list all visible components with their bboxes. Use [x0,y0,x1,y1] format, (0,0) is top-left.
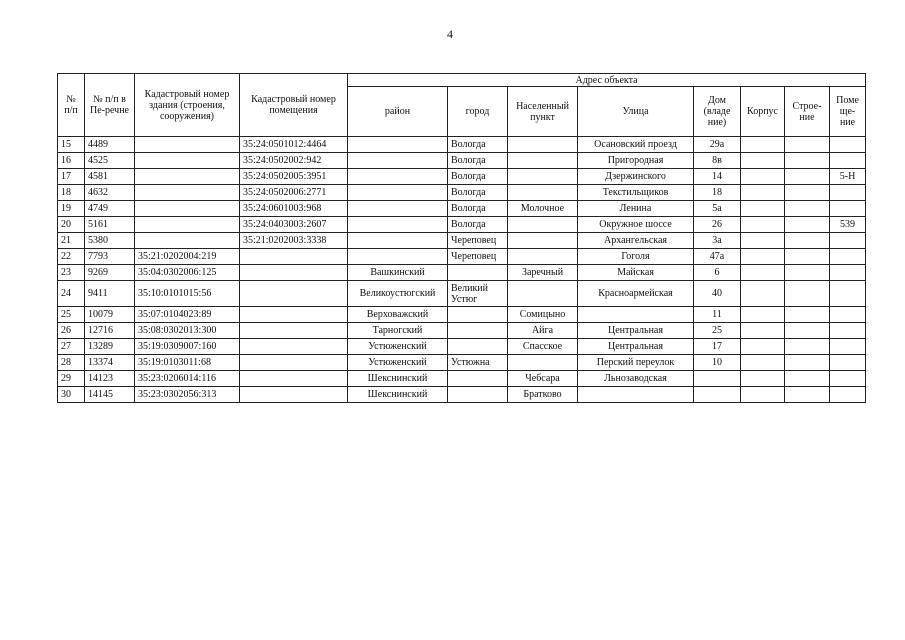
stroenie-cell [785,323,830,339]
street-cell [578,307,694,323]
list-number-cell: 13289 [85,339,135,355]
pomeshchenie-cell [830,355,866,371]
rayon-cell: Шекснинский [348,387,448,403]
rayon-cell: Тарногский [348,323,448,339]
row-number-cell: 20 [58,217,85,233]
row-number-cell: 25 [58,307,85,323]
house-cell [694,371,741,387]
korpus-cell [741,371,785,387]
city-cell [448,307,508,323]
settlement-cell: Сомицыно [508,307,578,323]
house-cell: 11 [694,307,741,323]
table-row [58,371,866,387]
rayon-cell [348,201,448,217]
rayon-cell: Устюженский [348,339,448,355]
header-street: Улица [578,87,694,137]
stroenie-cell [785,355,830,371]
table-row [58,249,866,265]
list-number-cell: 4749 [85,201,135,217]
settlement-cell [508,137,578,153]
pomeshchenie-cell [830,233,866,249]
table-row [58,217,866,233]
city-cell: Вологда [448,137,508,153]
rayon-cell [348,169,448,185]
stroenie-cell [785,339,830,355]
cadastral-room-cell [240,387,348,403]
stroenie-cell [785,169,830,185]
cadastral-room-cell [240,355,348,371]
cadastral-building-cell [135,185,240,201]
header-settlement: Населенный пункт [508,87,578,137]
header-house: Дом (владе ние) [694,87,741,137]
rayon-cell: Верховажский [348,307,448,323]
street-cell: Окружное шоссе [578,217,694,233]
settlement-cell: Молочное [508,201,578,217]
settlement-cell: Айга [508,323,578,339]
cadastral-building-cell [135,201,240,217]
street-cell: Майская [578,265,694,281]
street-cell: Архангельская [578,233,694,249]
korpus-cell [741,137,785,153]
row-number-cell: 21 [58,233,85,249]
house-cell: 29а [694,137,741,153]
cadastral-building-cell [135,169,240,185]
korpus-cell [741,355,785,371]
table-body [58,137,866,403]
house-cell: 14 [694,169,741,185]
city-cell [448,387,508,403]
korpus-cell [741,185,785,201]
city-cell: Вологда [448,201,508,217]
korpus-cell [741,323,785,339]
korpus-cell [741,249,785,265]
stroenie-cell [785,387,830,403]
korpus-cell [741,307,785,323]
stroenie-cell [785,249,830,265]
table-row [58,137,866,153]
table-row [58,323,866,339]
street-cell: Перский переулок [578,355,694,371]
cadastral-building-cell: 35:19:0309007:160 [135,339,240,355]
rayon-cell: Шекснинский [348,371,448,387]
cadastral-room-cell: 35:24:0601003:968 [240,201,348,217]
house-cell: 47а [694,249,741,265]
cadastral-building-cell: 35:04:0302006:125 [135,265,240,281]
table-row [58,265,866,281]
street-cell: Пригородная [578,153,694,169]
pomeshchenie-cell [830,185,866,201]
city-cell: Великий Устюг [448,281,508,307]
header-stroenie: Строе-ние [785,87,830,137]
house-cell: 10 [694,355,741,371]
cadastral-room-cell: 35:24:0403003:2607 [240,217,348,233]
city-cell: Вологда [448,169,508,185]
pomeshchenie-cell [830,281,866,307]
house-cell: 18 [694,185,741,201]
list-number-cell: 4632 [85,185,135,201]
header-cad-building: Кадастровый номер здания (строения, сооружения) [135,74,240,137]
stroenie-cell [785,137,830,153]
row-number-cell: 29 [58,371,85,387]
korpus-cell [741,281,785,307]
table-row [58,233,866,249]
header-pomeshchenie: Поме ще-ние [830,87,866,137]
header-address-group: Адрес объекта [348,74,866,87]
property-registry-table [57,73,866,403]
cadastral-room-cell [240,265,348,281]
rayon-cell: Великоустюгский [348,281,448,307]
row-number-cell: 22 [58,249,85,265]
settlement-cell: Чебсара [508,371,578,387]
stroenie-cell [785,201,830,217]
header-no: № п/п [58,74,85,137]
row-number-cell: 19 [58,201,85,217]
city-cell [448,339,508,355]
rayon-cell [348,249,448,265]
city-cell [448,323,508,339]
cadastral-room-cell [240,339,348,355]
row-number-cell: 15 [58,137,85,153]
list-number-cell: 4489 [85,137,135,153]
list-number-cell: 12716 [85,323,135,339]
house-cell: 25 [694,323,741,339]
cadastral-room-cell [240,323,348,339]
list-number-cell: 5161 [85,217,135,233]
house-cell: 17 [694,339,741,355]
list-number-cell: 9411 [85,281,135,307]
cadastral-room-cell: 35:24:0502002:942 [240,153,348,169]
rayon-cell [348,137,448,153]
stroenie-cell [785,233,830,249]
list-number-cell: 5380 [85,233,135,249]
street-cell: Центральная [578,339,694,355]
pomeshchenie-cell [830,371,866,387]
row-number-cell: 23 [58,265,85,281]
settlement-cell [508,249,578,265]
table-row [58,281,866,307]
cadastral-room-cell [240,371,348,387]
city-cell: Вологда [448,217,508,233]
street-cell: Осановский проезд [578,137,694,153]
korpus-cell [741,339,785,355]
cadastral-building-cell: 35:19:0103011:68 [135,355,240,371]
list-number-cell: 14123 [85,371,135,387]
pomeshchenie-cell [830,307,866,323]
house-cell: 26 [694,217,741,233]
settlement-cell [508,281,578,307]
street-cell: Текстильщиков [578,185,694,201]
cadastral-building-cell [135,217,240,233]
row-number-cell: 18 [58,185,85,201]
street-cell: Дзержинского [578,169,694,185]
rayon-cell [348,153,448,169]
rayon-cell [348,233,448,249]
cadastral-room-cell [240,307,348,323]
header-cad-room: Кадастровый номер помещения [240,74,348,137]
city-cell: Череповец [448,249,508,265]
house-cell: 40 [694,281,741,307]
street-cell: Льнозаводская [578,371,694,387]
street-cell: Центральная [578,323,694,339]
stroenie-cell [785,265,830,281]
city-cell: Вологда [448,153,508,169]
cadastral-building-cell [135,153,240,169]
pomeshchenie-cell [830,339,866,355]
house-cell: 6 [694,265,741,281]
city-cell [448,371,508,387]
house-cell [694,387,741,403]
cadastral-building-cell: 35:23:0302056:313 [135,387,240,403]
stroenie-cell [785,185,830,201]
pomeshchenie-cell [830,201,866,217]
city-cell: Вологда [448,185,508,201]
pomeshchenie-cell [830,249,866,265]
list-number-cell: 14145 [85,387,135,403]
rayon-cell [348,185,448,201]
korpus-cell [741,265,785,281]
settlement-cell [508,169,578,185]
header-city: город [448,87,508,137]
settlement-cell [508,185,578,201]
list-number-cell: 4581 [85,169,135,185]
row-number-cell: 26 [58,323,85,339]
rayon-cell: Устюженский [348,355,448,371]
stroenie-cell [785,217,830,233]
row-number-cell: 30 [58,387,85,403]
cadastral-building-cell: 35:07:0104023:89 [135,307,240,323]
settlement-cell [508,355,578,371]
street-cell: Красноармейская [578,281,694,307]
pomeshchenie-cell [830,153,866,169]
pomeshchenie-cell [830,323,866,339]
cadastral-room-cell: 35:24:0501012:4464 [240,137,348,153]
pomeshchenie-cell: 5-Н [830,169,866,185]
cadastral-building-cell: 35:23:0206014:116 [135,371,240,387]
row-number-cell: 28 [58,355,85,371]
korpus-cell [741,153,785,169]
cadastral-room-cell [240,249,348,265]
table-row [58,355,866,371]
cadastral-building-cell [135,137,240,153]
city-cell: Устюжна [448,355,508,371]
table-row [58,169,866,185]
street-cell: Ленина [578,201,694,217]
korpus-cell [741,217,785,233]
table-header [58,74,866,137]
street-cell [578,387,694,403]
rayon-cell [348,217,448,233]
list-number-cell: 9269 [85,265,135,281]
table-row [58,153,866,169]
settlement-cell: Спасское [508,339,578,355]
list-number-cell: 7793 [85,249,135,265]
table-row [58,339,866,355]
header-rayon: район [348,87,448,137]
page-number: 4 [447,27,453,41]
rayon-cell: Вашкинский [348,265,448,281]
table-row [58,185,866,201]
table-row [58,387,866,403]
cadastral-building-cell: 35:10:0101015:56 [135,281,240,307]
row-number-cell: 17 [58,169,85,185]
settlement-cell: Братково [508,387,578,403]
cadastral-building-cell [135,233,240,249]
city-cell [448,265,508,281]
city-cell: Череповец [448,233,508,249]
house-cell: 3а [694,233,741,249]
cadastral-room-cell [240,281,348,307]
pomeshchenie-cell [830,387,866,403]
house-cell: 8в [694,153,741,169]
stroenie-cell [785,281,830,307]
row-number-cell: 24 [58,281,85,307]
korpus-cell [741,169,785,185]
stroenie-cell [785,307,830,323]
settlement-cell [508,153,578,169]
settlement-cell: Заречный [508,265,578,281]
pomeshchenie-cell [830,137,866,153]
header-list-no: № п/п в Пе-речне [85,74,135,137]
cadastral-room-cell: 35:24:0502005:3951 [240,169,348,185]
cadastral-room-cell: 35:24:0502006:2771 [240,185,348,201]
korpus-cell [741,387,785,403]
korpus-cell [741,201,785,217]
list-number-cell: 10079 [85,307,135,323]
row-number-cell: 16 [58,153,85,169]
list-number-cell: 13374 [85,355,135,371]
cadastral-building-cell: 35:21:0202004:219 [135,249,240,265]
row-number-cell: 27 [58,339,85,355]
table-row [58,201,866,217]
table-row [58,307,866,323]
pomeshchenie-cell [830,265,866,281]
street-cell: Гоголя [578,249,694,265]
header-korpus: Корпус [741,87,785,137]
cadastral-building-cell: 35:08:0302013:300 [135,323,240,339]
pomeshchenie-cell: 539 [830,217,866,233]
stroenie-cell [785,153,830,169]
house-cell: 5а [694,201,741,217]
settlement-cell [508,217,578,233]
settlement-cell [508,233,578,249]
cadastral-room-cell: 35:21:0202003:3338 [240,233,348,249]
korpus-cell [741,233,785,249]
stroenie-cell [785,371,830,387]
list-number-cell: 4525 [85,153,135,169]
